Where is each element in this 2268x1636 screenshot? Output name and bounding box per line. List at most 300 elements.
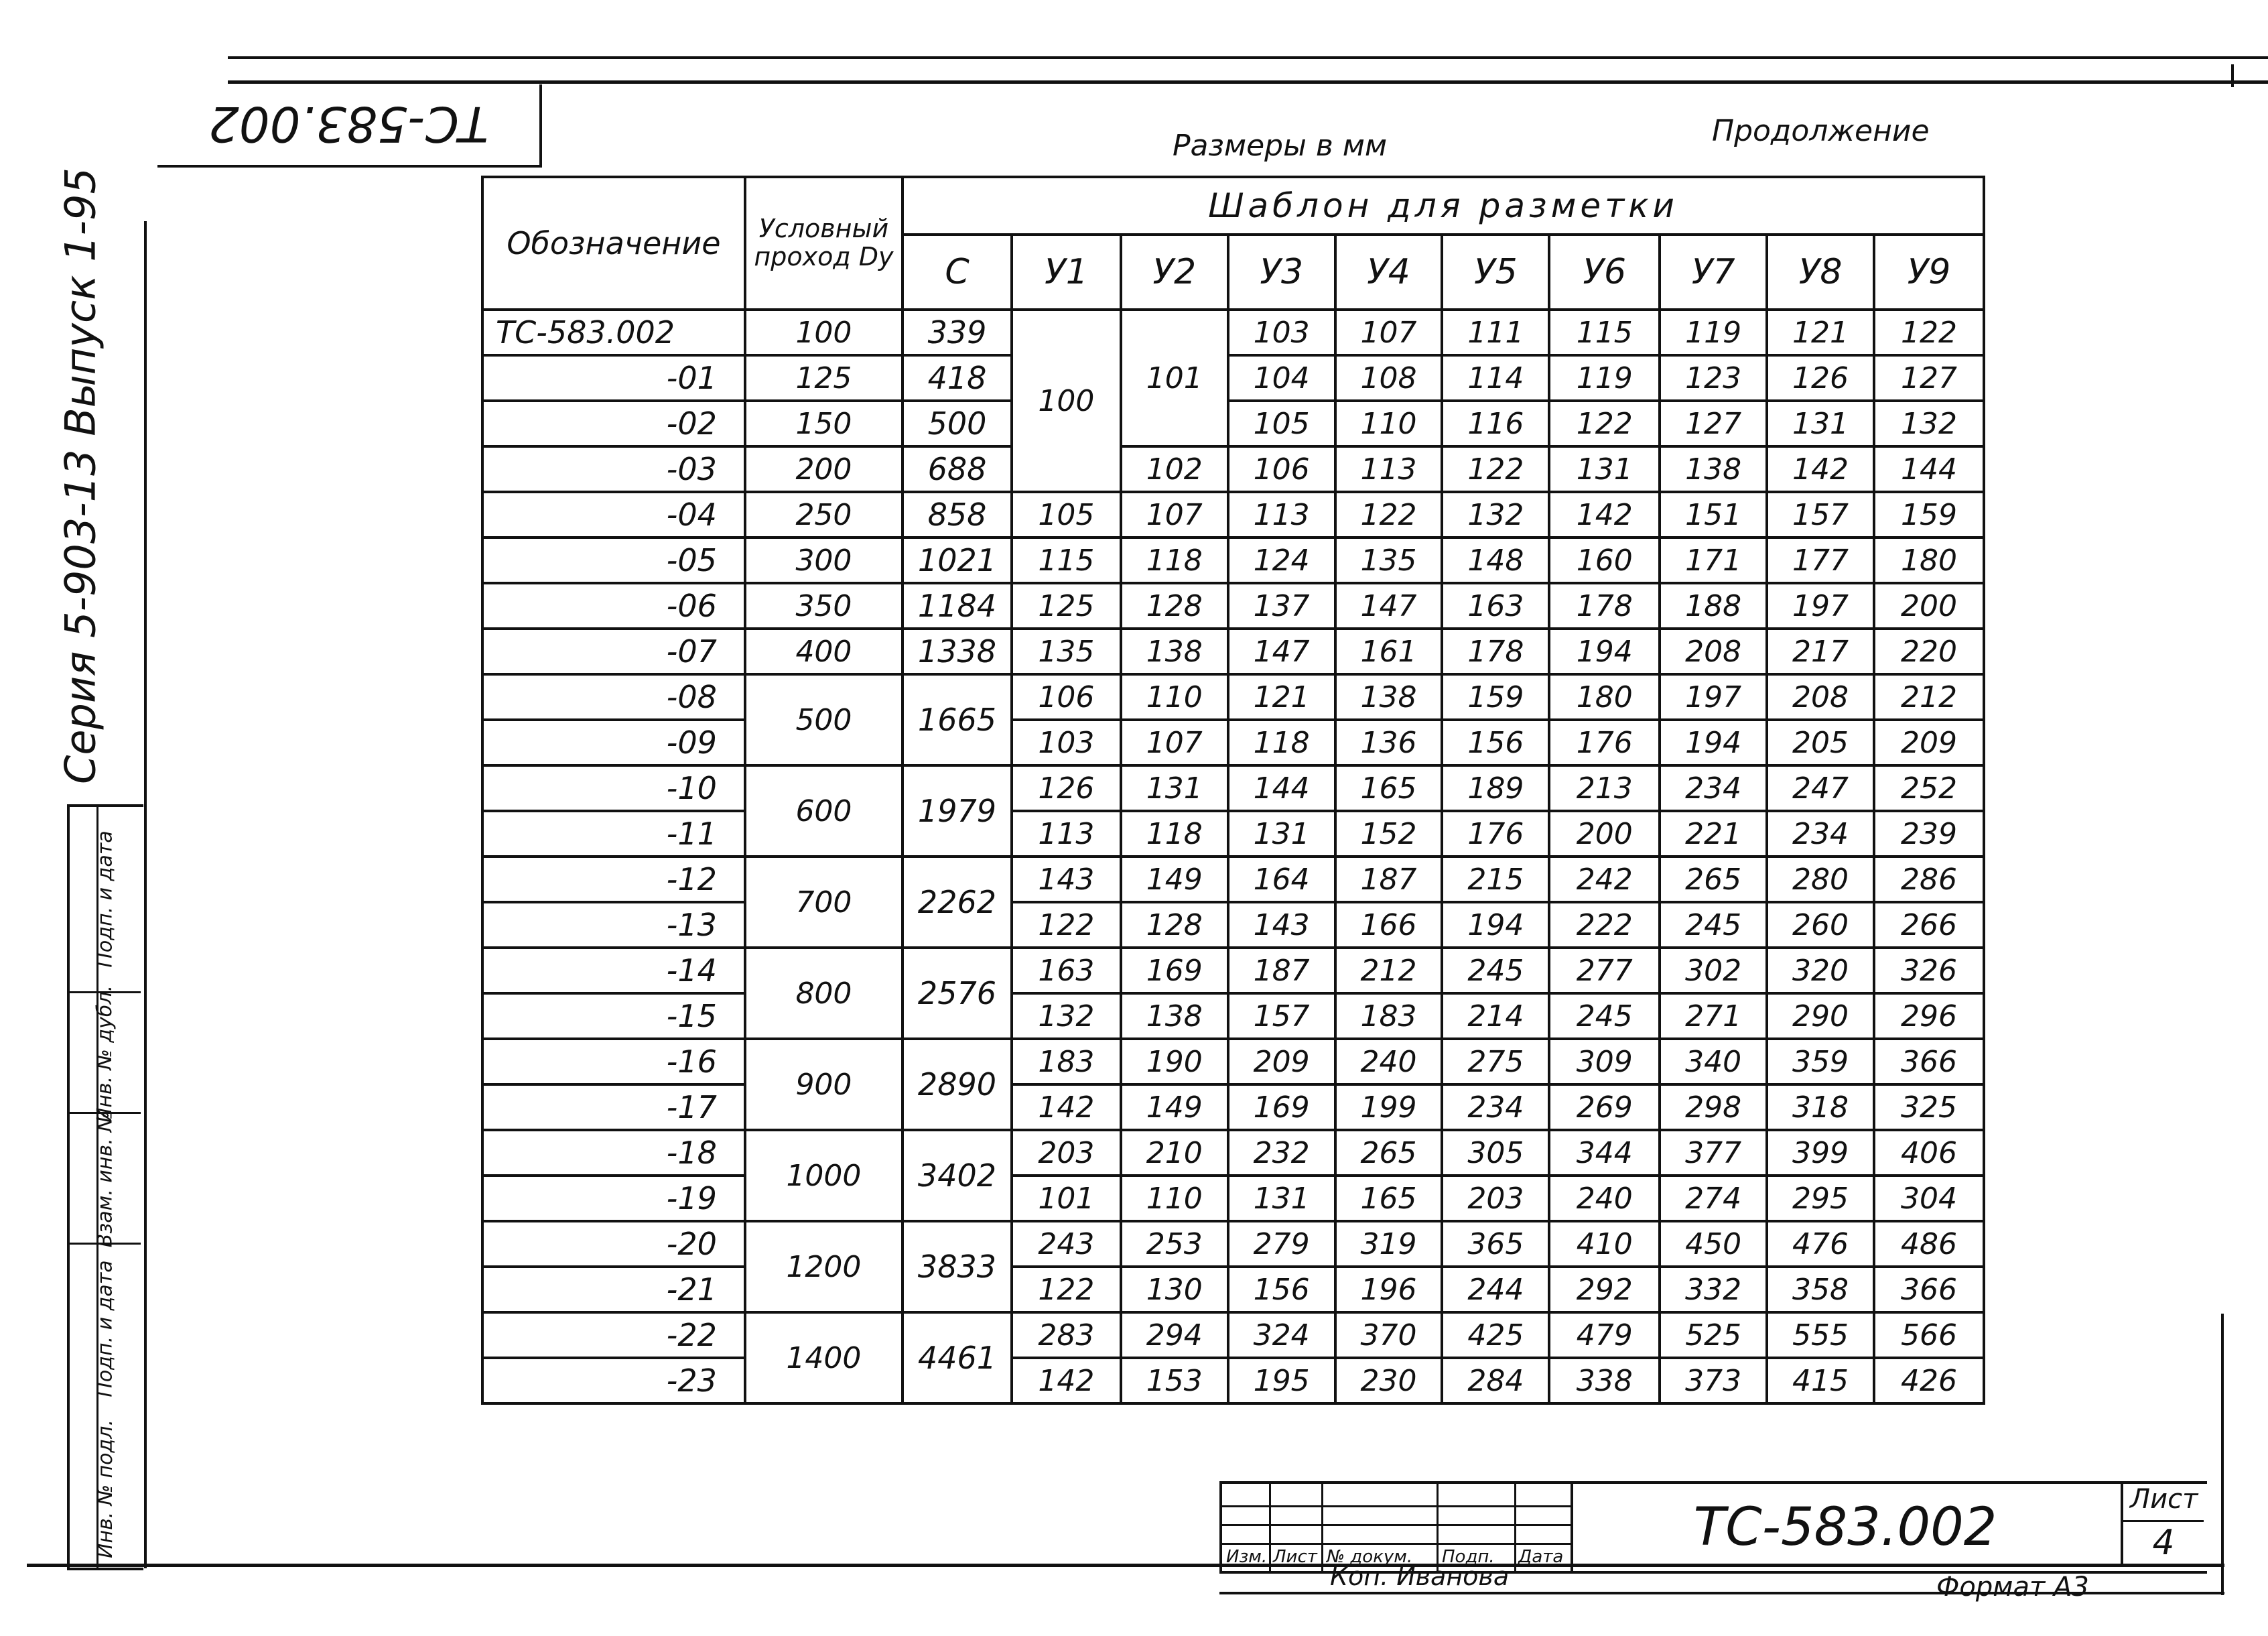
cell-des: -06 [482, 583, 745, 629]
cell-y5: 234 [1442, 1084, 1549, 1130]
cell-y4: 187 [1335, 857, 1443, 902]
cell-y8: 295 [1767, 1176, 1874, 1221]
cell-y7: 188 [1660, 583, 1767, 629]
table-row [482, 538, 1984, 583]
table-row [482, 583, 1984, 629]
cell-y9: 304 [1874, 1176, 1984, 1221]
cell-y5: 365 [1442, 1221, 1549, 1267]
cell-y9: 266 [1874, 902, 1984, 948]
cell-y4: 147 [1335, 583, 1443, 629]
cell-y4: 212 [1335, 948, 1443, 993]
cell-y9: 406 [1874, 1130, 1984, 1176]
cell-y4: 230 [1335, 1358, 1443, 1403]
header-col-y6: У6 [1549, 235, 1660, 310]
revision-grid [1222, 1484, 1571, 1571]
cell-des: -22 [482, 1312, 745, 1358]
cell-y5: 244 [1442, 1267, 1549, 1312]
cell-y5: 163 [1442, 583, 1549, 629]
cell-y7: 194 [1660, 720, 1767, 765]
cell-y2: 118 [1121, 538, 1228, 583]
cell-c: 4461 [903, 1312, 1012, 1403]
cell-y5: 114 [1442, 355, 1549, 401]
document-code: ТС-583.002 [1693, 1497, 1997, 1558]
cell-y7: 377 [1660, 1130, 1767, 1176]
cell-y3: 144 [1228, 765, 1335, 811]
cell-y2: 138 [1121, 629, 1228, 674]
cell-y8: 142 [1767, 446, 1874, 492]
frame-right-line [2221, 1314, 2224, 1595]
side-cell-dup-inv: Инв. № дубл. [70, 991, 141, 1114]
side-cell-sign-date-2: Подп. и дата [93, 830, 117, 968]
cell-y4: 319 [1335, 1221, 1443, 1267]
cell-y1: 106 [1012, 674, 1121, 720]
cell-des: -10 [482, 765, 745, 811]
side-series-label [20, 168, 141, 784]
cell-des: -20 [482, 1221, 745, 1267]
cell-c: 1665 [903, 674, 1012, 765]
table-row [482, 993, 1984, 1039]
side-cell-inv-orig: Инв. № подл. [93, 1420, 117, 1558]
cell-y5: 159 [1442, 674, 1549, 720]
cell-y1: 143 [1012, 857, 1121, 902]
cell-des: -21 [482, 1267, 745, 1312]
cell-des: -12 [482, 857, 745, 902]
cell-y2: 110 [1121, 1176, 1228, 1221]
cell-y4: 370 [1335, 1312, 1443, 1358]
cell-des: -13 [482, 902, 745, 948]
cell-c: 418 [903, 355, 1012, 401]
cell-y1: 113 [1012, 811, 1121, 857]
cell-y3: 104 [1228, 355, 1335, 401]
series-text: Серия 5-903-13 Выпуск 1-95 [56, 168, 105, 784]
cell-y4: 135 [1335, 538, 1443, 583]
cell-y6: 344 [1549, 1130, 1660, 1176]
cell-des: -04 [482, 492, 745, 538]
cell-y7: 208 [1660, 629, 1767, 674]
cell-y5: 116 [1442, 401, 1549, 446]
table-row [482, 857, 1984, 902]
table-row [482, 310, 1984, 355]
sheet-number: 4 [2152, 1523, 2175, 1563]
cell-y3: 169 [1228, 1084, 1335, 1130]
cell-y4: 196 [1335, 1267, 1443, 1312]
cell-y3: 113 [1228, 492, 1335, 538]
cell-des: -11 [482, 811, 745, 857]
cell-dy: 1000 [745, 1130, 903, 1221]
cell-y3: 131 [1228, 811, 1335, 857]
header-col-y1: У1 [1012, 235, 1121, 310]
cell-y7: 340 [1660, 1039, 1767, 1084]
cell-dy: 1200 [745, 1221, 903, 1312]
cell-y5: 214 [1442, 993, 1549, 1039]
cell-y6: 200 [1549, 811, 1660, 857]
cell-c: 339 [903, 310, 1012, 355]
cell-y8: 415 [1767, 1358, 1874, 1403]
cell-y6: 269 [1549, 1084, 1660, 1130]
cell-y7: 271 [1660, 993, 1767, 1039]
cell-c: 688 [903, 446, 1012, 492]
table-row [482, 355, 1984, 401]
cell-y8: 197 [1767, 583, 1874, 629]
cell-c: 1184 [903, 583, 1012, 629]
cell-y2: 110 [1121, 674, 1228, 720]
cell-y7: 302 [1660, 948, 1767, 993]
cell-y8: 208 [1767, 674, 1874, 720]
cell-y6: 213 [1549, 765, 1660, 811]
cell-y7: 234 [1660, 765, 1767, 811]
cell-y3: 164 [1228, 857, 1335, 902]
cell-y7: 245 [1660, 902, 1767, 948]
header-template: Шаблон для разметки [903, 177, 1984, 235]
cell-dy: 300 [745, 538, 903, 583]
cell-y8: 359 [1767, 1039, 1874, 1084]
cell-dy: 100 [745, 310, 903, 355]
cell-y2: 210 [1121, 1130, 1228, 1176]
cell-des: -15 [482, 993, 745, 1039]
cell-y3: 143 [1228, 902, 1335, 948]
cell-y9: 326 [1874, 948, 1984, 993]
cell-y7: 298 [1660, 1084, 1767, 1130]
cell-y4: 161 [1335, 629, 1443, 674]
cell-y9: 127 [1874, 355, 1984, 401]
cell-y1: 100 [1012, 310, 1121, 492]
cell-y8: 260 [1767, 902, 1874, 948]
cell-y5: 203 [1442, 1176, 1549, 1221]
cell-y5: 284 [1442, 1358, 1549, 1403]
cell-y8: 555 [1767, 1312, 1874, 1358]
cell-y7: 265 [1660, 857, 1767, 902]
cell-y2: 169 [1121, 948, 1228, 993]
cell-y4: 183 [1335, 993, 1443, 1039]
cell-des: -16 [482, 1039, 745, 1084]
cell-y6: 131 [1549, 446, 1660, 492]
cell-y2: 149 [1121, 1084, 1228, 1130]
copied-by: Коп. Иванова [1330, 1562, 1510, 1591]
cell-y2: 131 [1121, 765, 1228, 811]
cell-c: 3833 [903, 1221, 1012, 1312]
cell-c: 1979 [903, 765, 1012, 857]
table-row [482, 1176, 1984, 1221]
cell-y2: 107 [1121, 720, 1228, 765]
side-cell-replace-inv: Взам. инв. № [70, 1112, 141, 1245]
title-block [1219, 1481, 2207, 1574]
cell-y5: 189 [1442, 765, 1549, 811]
cell-c: 1338 [903, 629, 1012, 674]
cell-dy: 500 [745, 674, 903, 765]
label-date: Дата [1518, 1547, 1564, 1567]
cell-des: -05 [482, 538, 745, 583]
cell-des: -18 [482, 1130, 745, 1176]
cell-y9: 144 [1874, 446, 1984, 492]
cell-y5: 305 [1442, 1130, 1549, 1176]
cell-y4: 113 [1335, 446, 1443, 492]
cell-y5: 215 [1442, 857, 1549, 902]
cell-y8: 177 [1767, 538, 1874, 583]
table-row [482, 1267, 1984, 1312]
cell-y9: 239 [1874, 811, 1984, 857]
cell-y8: 234 [1767, 811, 1874, 857]
header-designation: Обозначение [482, 177, 745, 310]
cell-y6: 410 [1549, 1221, 1660, 1267]
cell-y7: 171 [1660, 538, 1767, 583]
cell-c: 1021 [903, 538, 1012, 583]
cell-y5: 148 [1442, 538, 1549, 583]
cell-y3: 124 [1228, 538, 1335, 583]
cell-y7: 123 [1660, 355, 1767, 401]
cell-des: -09 [482, 720, 745, 765]
cell-y6: 222 [1549, 902, 1660, 948]
cell-y5: 176 [1442, 811, 1549, 857]
header-col-y3: У3 [1228, 235, 1335, 310]
cell-y2: 101 [1121, 310, 1228, 446]
cell-y1: 183 [1012, 1039, 1121, 1084]
cell-y1: 142 [1012, 1358, 1121, 1403]
cell-des: -19 [482, 1176, 745, 1221]
cell-y1: 203 [1012, 1130, 1121, 1176]
cell-y9: 209 [1874, 720, 1984, 765]
cell-y2: 118 [1121, 811, 1228, 857]
cell-y4: 199 [1335, 1084, 1443, 1130]
cell-y7: 450 [1660, 1221, 1767, 1267]
table-row [482, 948, 1984, 993]
table-row [482, 1221, 1984, 1267]
cell-y5: 194 [1442, 902, 1549, 948]
label-change: Изм. [1226, 1547, 1268, 1567]
header-col-y4: У4 [1335, 235, 1443, 310]
header-col-y7: У7 [1660, 235, 1767, 310]
cell-y6: 194 [1549, 629, 1660, 674]
cell-y1: 135 [1012, 629, 1121, 674]
cell-y9: 286 [1874, 857, 1984, 902]
cell-y4: 166 [1335, 902, 1443, 948]
cell-y9: 122 [1874, 310, 1984, 355]
cell-y2: 153 [1121, 1358, 1228, 1403]
cell-y7: 332 [1660, 1267, 1767, 1312]
cell-dy: 1400 [745, 1312, 903, 1403]
cell-y9: 566 [1874, 1312, 1984, 1358]
cell-y3: 137 [1228, 583, 1335, 629]
cell-y9: 200 [1874, 583, 1984, 629]
cell-y2: 294 [1121, 1312, 1228, 1358]
cell-y6: 338 [1549, 1358, 1660, 1403]
cell-y7: 221 [1660, 811, 1767, 857]
cell-y8: 205 [1767, 720, 1874, 765]
cell-y8: 320 [1767, 948, 1874, 993]
cell-y7: 151 [1660, 492, 1767, 538]
cell-des: -17 [482, 1084, 745, 1130]
table-row [482, 811, 1984, 857]
cell-y2: 138 [1121, 993, 1228, 1039]
cell-y5: 245 [1442, 948, 1549, 993]
cell-dy: 125 [745, 355, 903, 401]
cell-c: 2262 [903, 857, 1012, 948]
sheet-number-box [2121, 1481, 2204, 1566]
cell-y9: 366 [1874, 1267, 1984, 1312]
side-signature-strip [67, 804, 143, 1570]
cell-y8: 358 [1767, 1267, 1874, 1312]
cell-y1: 126 [1012, 765, 1121, 811]
cell-y3: 195 [1228, 1358, 1335, 1403]
cell-y3: 118 [1228, 720, 1335, 765]
cell-c: 3402 [903, 1130, 1012, 1221]
table-row [482, 492, 1984, 538]
cell-y6: 119 [1549, 355, 1660, 401]
cell-y9: 159 [1874, 492, 1984, 538]
paper-format: Формат А3 [1936, 1572, 2089, 1602]
label-signature: Подп. [1442, 1547, 1495, 1567]
side-cell-sign-date-1: Подп. и дата [70, 1243, 141, 1412]
cell-y1: 101 [1012, 1176, 1121, 1221]
frame-left-line [144, 221, 147, 1568]
cell-y4: 138 [1335, 674, 1443, 720]
cell-y2: 253 [1121, 1221, 1228, 1267]
cell-y2: 102 [1121, 446, 1228, 492]
cell-y2: 128 [1121, 902, 1228, 948]
cell-y7: 373 [1660, 1358, 1767, 1403]
cell-y4: 136 [1335, 720, 1443, 765]
cell-des: -01 [482, 355, 745, 401]
cell-y4: 107 [1335, 310, 1443, 355]
cell-y7: 274 [1660, 1176, 1767, 1221]
cell-dy: 350 [745, 583, 903, 629]
cell-y9: 426 [1874, 1358, 1984, 1403]
cell-y8: 290 [1767, 993, 1874, 1039]
cell-y6: 115 [1549, 310, 1660, 355]
cell-y9: 180 [1874, 538, 1984, 583]
cell-y5: 156 [1442, 720, 1549, 765]
frame-top-line-inner [228, 80, 2268, 84]
cell-y6: 309 [1549, 1039, 1660, 1084]
table-row [482, 1312, 1984, 1358]
cell-y3: 105 [1228, 401, 1335, 446]
cell-y8: 399 [1767, 1130, 1874, 1176]
cell-dy: 800 [745, 948, 903, 1039]
cell-y3: 187 [1228, 948, 1335, 993]
cell-y8: 280 [1767, 857, 1874, 902]
table-row [482, 1130, 1984, 1176]
cell-dy: 250 [745, 492, 903, 538]
header-nominal-bore: Условный проход Dy [745, 177, 903, 310]
cell-dy: 400 [745, 629, 903, 674]
cell-y5: 178 [1442, 629, 1549, 674]
cell-c: 858 [903, 492, 1012, 538]
cell-y6: 122 [1549, 401, 1660, 446]
table-row [482, 902, 1984, 948]
cell-des: -23 [482, 1358, 745, 1403]
cell-y3: 106 [1228, 446, 1335, 492]
cell-y1: 122 [1012, 1267, 1121, 1312]
cell-c: 2576 [903, 948, 1012, 1039]
cell-y7: 525 [1660, 1312, 1767, 1358]
cell-des: -14 [482, 948, 745, 993]
cell-y9: 220 [1874, 629, 1984, 674]
label-doc-number: № докум. [1327, 1547, 1413, 1567]
cell-y6: 242 [1549, 857, 1660, 902]
cell-y9: 132 [1874, 401, 1984, 446]
table-body [482, 310, 1984, 1403]
header-col-y8: У8 [1767, 235, 1874, 310]
cell-y1: 125 [1012, 583, 1121, 629]
cell-y4: 122 [1335, 492, 1443, 538]
cell-dy: 200 [745, 446, 903, 492]
cell-y7: 138 [1660, 446, 1767, 492]
cell-y1: 122 [1012, 902, 1121, 948]
cell-y4: 108 [1335, 355, 1443, 401]
cell-y5: 111 [1442, 310, 1549, 355]
header-col-c: С [903, 235, 1012, 310]
cell-y1: 283 [1012, 1312, 1121, 1358]
cell-y3: 131 [1228, 1176, 1335, 1221]
table-row [482, 1084, 1984, 1130]
cell-y3: 103 [1228, 310, 1335, 355]
header-col-y2: У2 [1121, 235, 1228, 310]
cell-y4: 265 [1335, 1130, 1443, 1176]
cell-y8: 318 [1767, 1084, 1874, 1130]
table-row [482, 1039, 1984, 1084]
table-row [482, 720, 1984, 765]
cell-y4: 240 [1335, 1039, 1443, 1084]
dimensions-caption: Размеры в мм [1173, 129, 1388, 163]
cell-y6: 142 [1549, 492, 1660, 538]
cell-y9: 366 [1874, 1039, 1984, 1084]
cell-des: -02 [482, 401, 745, 446]
cell-y5: 122 [1442, 446, 1549, 492]
cell-y8: 121 [1767, 310, 1874, 355]
header-col-y9: У9 [1874, 235, 1984, 310]
cell-y8: 247 [1767, 765, 1874, 811]
table-row [482, 674, 1984, 720]
cell-y3: 279 [1228, 1221, 1335, 1267]
continuation-caption: Продолжение [1712, 114, 1930, 148]
cell-y5: 275 [1442, 1039, 1549, 1084]
cell-des: -07 [482, 629, 745, 674]
cell-y8: 217 [1767, 629, 1874, 674]
cell-y4: 165 [1335, 1176, 1443, 1221]
cell-y7: 127 [1660, 401, 1767, 446]
header-col-y5: У5 [1442, 235, 1549, 310]
cell-des: -08 [482, 674, 745, 720]
cell-y1: 142 [1012, 1084, 1121, 1130]
cell-y2: 130 [1121, 1267, 1228, 1312]
cell-des: -03 [482, 446, 745, 492]
cell-dy: 150 [745, 401, 903, 446]
table-row [482, 629, 1984, 674]
cell-y3: 156 [1228, 1267, 1335, 1312]
cell-y6: 180 [1549, 674, 1660, 720]
cell-dy: 900 [745, 1039, 903, 1130]
corner-stamp-code: ТС-583.002 [208, 96, 488, 152]
cell-y5: 425 [1442, 1312, 1549, 1358]
cell-y1: 163 [1012, 948, 1121, 993]
cell-y8: 157 [1767, 492, 1874, 538]
cell-y3: 209 [1228, 1039, 1335, 1084]
table-row [482, 1358, 1984, 1403]
cell-y4: 152 [1335, 811, 1443, 857]
frame-corner-tick [2231, 64, 2234, 87]
cell-y8: 131 [1767, 401, 1874, 446]
cell-y3: 121 [1228, 674, 1335, 720]
table-row [482, 765, 1984, 811]
cell-y1: 132 [1012, 993, 1121, 1039]
cell-c: 500 [903, 401, 1012, 446]
cell-y3: 232 [1228, 1130, 1335, 1176]
sheet-label: Лист [2130, 1484, 2198, 1515]
cell-y9: 325 [1874, 1084, 1984, 1130]
cell-y9: 486 [1874, 1221, 1984, 1267]
cell-y6: 240 [1549, 1176, 1660, 1221]
cell-y2: 149 [1121, 857, 1228, 902]
cell-y4: 110 [1335, 401, 1443, 446]
